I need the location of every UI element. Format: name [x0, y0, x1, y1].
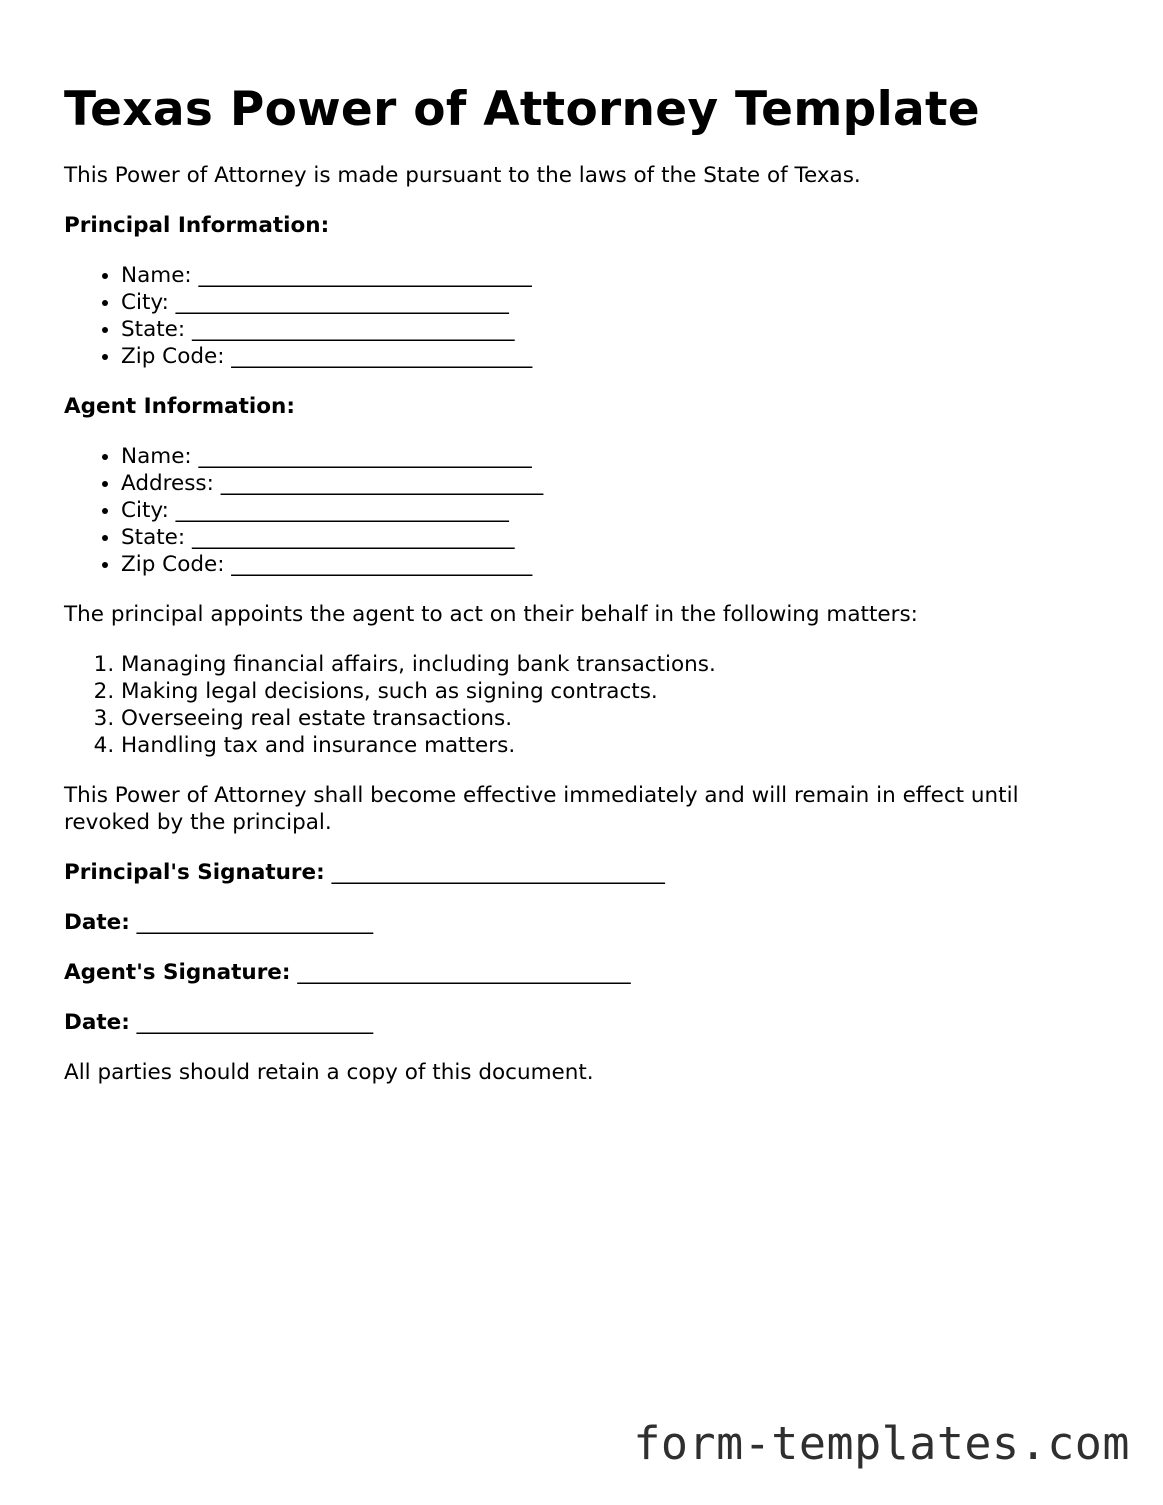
principal-date-line: [64, 909, 1104, 936]
principal-signature-label: Principal's Signature:: [64, 860, 325, 885]
matter-item: 2. Making legal decisions, such as signing contracts.: [121, 678, 1104, 705]
agent-city-field: • City: _______________________________: [121, 497, 1104, 524]
principal-name-field: • Name: _______________________________: [121, 262, 1104, 289]
principal-info-heading: Principal Information:: [64, 213, 330, 238]
principal-date-blank: ______________________: [136, 910, 374, 935]
principal-signature-blank: _______________________________: [331, 860, 665, 885]
intro-paragraph: This Power of Attorney is made pursuant to the laws of the State of Texas.: [64, 163, 861, 188]
matter-item: 1. Managing financial affairs, including bank transactions.: [121, 651, 1104, 678]
principal-signature-line: [64, 859, 1104, 886]
agent-signature-label: Agent's Signature:: [64, 960, 291, 985]
principal-zip-field: • Zip Code: ____________________________: [121, 343, 1104, 370]
appointment-paragraph: The principal appoints the agent to act on their behalf in the following matters:: [64, 602, 918, 627]
matters-list: [64, 651, 1104, 759]
document-page: [64, 82, 1104, 1109]
agent-zip-field: • Zip Code: ____________________________: [121, 551, 1104, 578]
principal-date-label: Date:: [64, 910, 130, 935]
agent-info-list: [64, 443, 1104, 578]
agent-address-field: • Address: ______________________________: [121, 470, 1104, 497]
principal-state-field: • State: ______________________________: [121, 316, 1104, 343]
closing-paragraph: All parties should retain a copy of this document.: [64, 1060, 594, 1085]
matter-item: 3. Overseeing real estate transactions.: [121, 705, 1104, 732]
matter-item: 4. Handling tax and insurance matters.: [121, 732, 1104, 759]
agent-date-label: Date:: [64, 1010, 130, 1035]
agent-signature-line: [64, 959, 1104, 986]
document-title: Texas Power of Attorney Template: [64, 82, 980, 137]
agent-state-field: • State: ______________________________: [121, 524, 1104, 551]
effective-paragraph: This Power of Attorney shall become effective immediately and will remain in effect until revoked by the principal.: [64, 783, 1019, 835]
agent-name-field: • Name: _______________________________: [121, 443, 1104, 470]
agent-info-heading: Agent Information:: [64, 394, 295, 419]
agent-signature-blank: _______________________________: [297, 960, 631, 985]
watermark: form-templates.com: [633, 1417, 1130, 1470]
agent-date-line: [64, 1009, 1104, 1036]
principal-info-list: [64, 262, 1104, 370]
principal-city-field: • City: _______________________________: [121, 289, 1104, 316]
agent-date-blank: ______________________: [136, 1010, 374, 1035]
